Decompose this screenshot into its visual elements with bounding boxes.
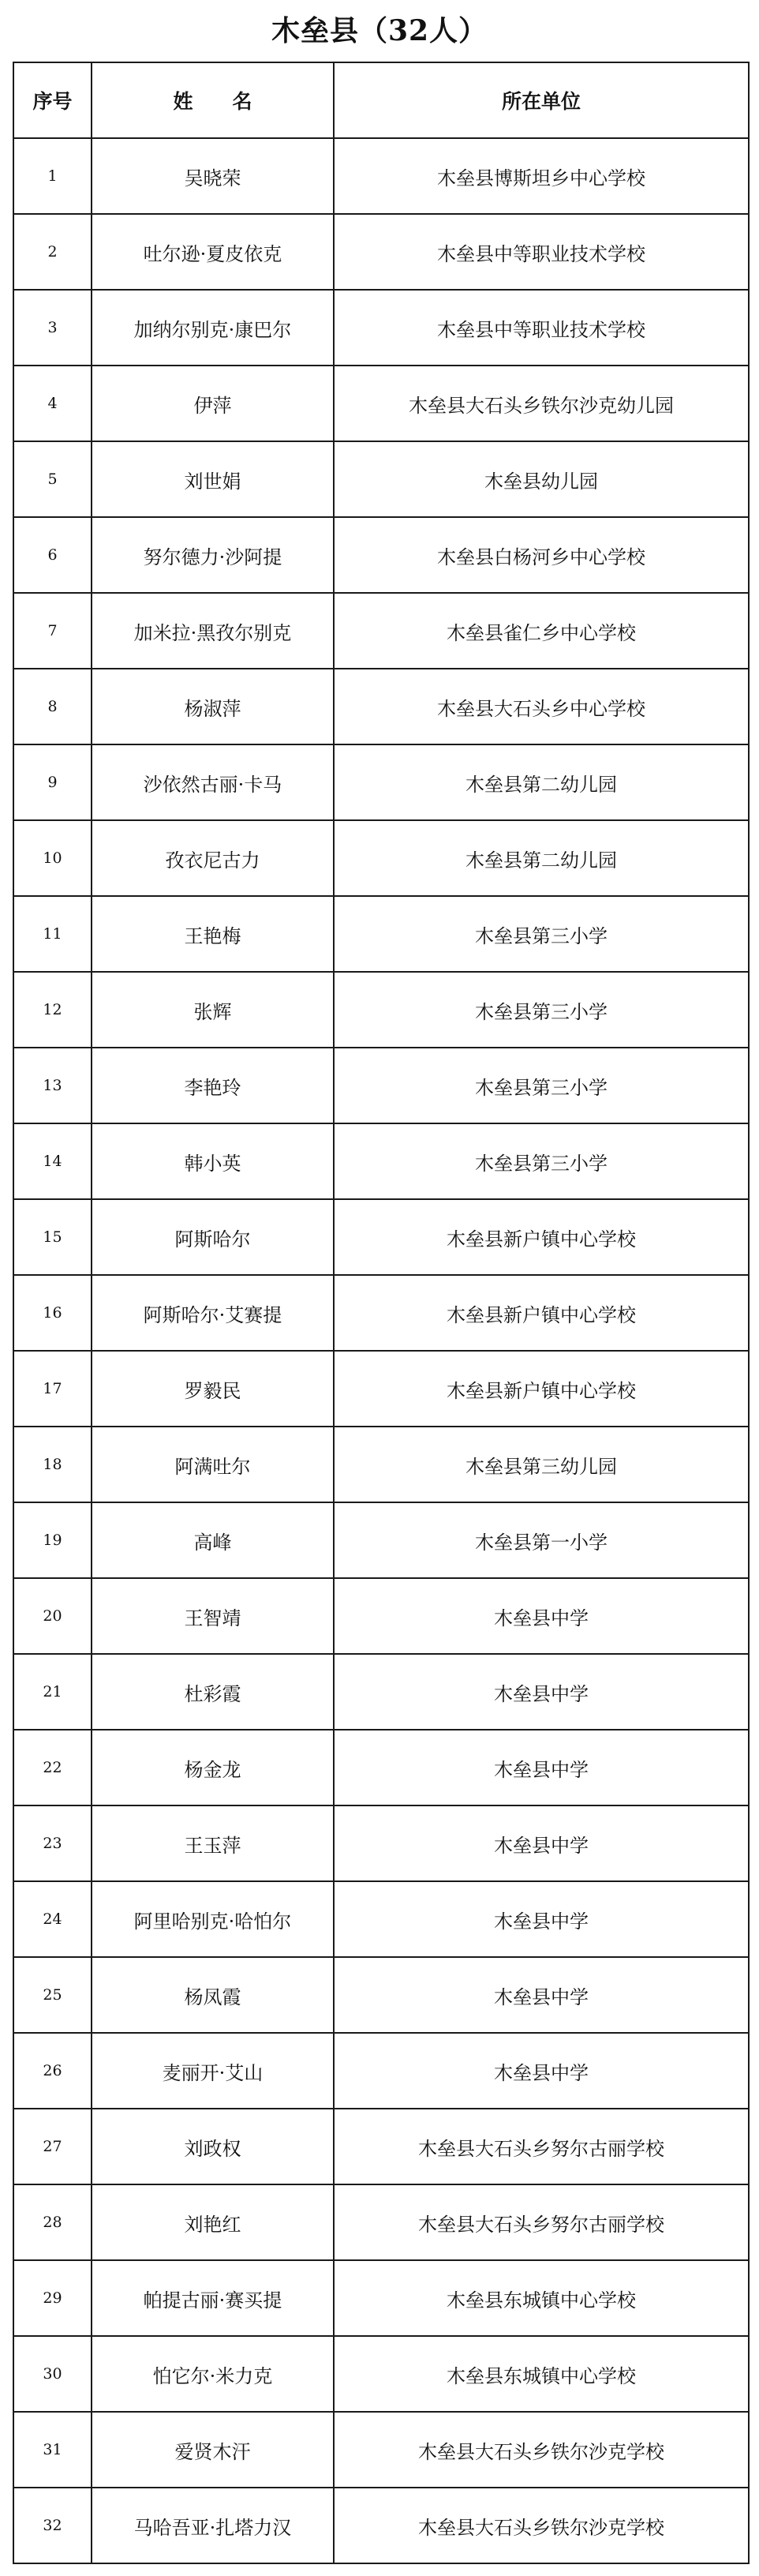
table-row [13,1275,749,1351]
name-cell: 张辉 [92,972,334,1048]
table-row [13,1578,749,1654]
table-row [13,1123,749,1199]
table-row [13,896,749,972]
unit-cell: 木垒县中学 [334,1730,749,1805]
table-row [13,1351,749,1427]
serial-number-cell: 10 [13,820,92,896]
table-row [13,1427,749,1502]
table-row [13,1199,749,1275]
name-cell: 刘世娟 [92,441,334,517]
table-row [13,2109,749,2184]
table-row [13,820,749,896]
name-cell: 孜衣尼古力 [92,820,334,896]
serial-number-cell: 5 [13,441,92,517]
roster-table [13,62,750,2564]
unit-cell: 木垒县大石头乡努尔古丽学校 [334,2184,749,2260]
name-cell: 刘政权 [92,2109,334,2184]
serial-number-cell: 31 [13,2412,92,2488]
serial-number-cell: 2 [13,214,92,290]
name-cell: 杨凤霞 [92,1957,334,2033]
unit-cell: 木垒县大石头乡铁尔沙克学校 [334,2488,749,2563]
serial-number-cell: 6 [13,517,92,593]
table-row [13,669,749,744]
name-cell: 王玉萍 [92,1805,334,1881]
unit-cell: 木垒县第三小学 [334,896,749,972]
serial-number-cell: 16 [13,1275,92,1351]
header-row [13,62,749,138]
serial-number-cell: 28 [13,2184,92,2260]
serial-number-cell: 12 [13,972,92,1048]
serial-number-cell: 18 [13,1427,92,1502]
unit-cell: 木垒县中学 [334,2033,749,2109]
unit-cell: 木垒县第三小学 [334,1048,749,1123]
table-row [13,138,749,214]
name-cell: 沙依然古丽·卡马 [92,744,334,820]
serial-number-cell: 29 [13,2260,92,2336]
unit-cell: 木垒县大石头乡铁尔沙克学校 [334,2412,749,2488]
table-row [13,290,749,366]
unit-cell: 木垒县第二幼儿园 [334,820,749,896]
name-cell: 吴晓荣 [92,138,334,214]
serial-number-cell: 17 [13,1351,92,1427]
table-row [13,593,749,669]
unit-cell: 木垒县大石头乡中心学校 [334,669,749,744]
unit-cell: 木垒县中等职业技术学校 [334,290,749,366]
table-body [13,138,749,2563]
name-cell: 王艳梅 [92,896,334,972]
serial-number-cell: 30 [13,2336,92,2412]
unit-cell: 木垒县博斯坦乡中心学校 [334,138,749,214]
unit-cell: 木垒县中学 [334,1654,749,1730]
name-cell: 加纳尔别克·康巴尔 [92,290,334,366]
serial-number-cell: 24 [13,1881,92,1957]
table-row [13,1957,749,2033]
header-serial-number: 序号 [13,62,92,138]
unit-cell: 木垒县幼儿园 [334,441,749,517]
unit-cell: 木垒县第三幼儿园 [334,1427,749,1502]
table-row [13,2488,749,2563]
serial-number-cell: 4 [13,366,92,441]
unit-cell: 木垒县第三小学 [334,972,749,1048]
table-row [13,214,749,290]
name-cell: 韩小英 [92,1123,334,1199]
name-cell: 爱贤木汗 [92,2412,334,2488]
unit-cell: 木垒县中学 [334,1805,749,1881]
unit-cell: 木垒县东城镇中心学校 [334,2260,749,2336]
unit-cell: 木垒县新户镇中心学校 [334,1351,749,1427]
serial-number-cell: 7 [13,593,92,669]
table-row [13,1502,749,1578]
name-cell: 阿斯哈尔 [92,1199,334,1275]
serial-number-cell: 20 [13,1578,92,1654]
name-cell: 麦丽开·艾山 [92,2033,334,2109]
unit-cell: 木垒县雀仁乡中心学校 [334,593,749,669]
name-cell: 刘艳红 [92,2184,334,2260]
name-cell: 高峰 [92,1502,334,1578]
unit-cell: 木垒县大石头乡铁尔沙克幼儿园 [334,366,749,441]
name-cell: 杨金龙 [92,1730,334,1805]
unit-cell: 木垒县白杨河乡中心学校 [334,517,749,593]
unit-cell: 木垒县新户镇中心学校 [334,1275,749,1351]
header-name: 姓 名 [92,62,334,138]
serial-number-cell: 25 [13,1957,92,2033]
unit-cell: 木垒县第一小学 [334,1502,749,1578]
serial-number-cell: 15 [13,1199,92,1275]
table-row [13,2184,749,2260]
unit-cell: 木垒县第三小学 [334,1123,749,1199]
name-cell: 马哈吾亚·扎塔力汉 [92,2488,334,2563]
serial-number-cell: 11 [13,896,92,972]
serial-number-cell: 1 [13,138,92,214]
name-cell: 伊萍 [92,366,334,441]
serial-number-cell: 22 [13,1730,92,1805]
table-header [13,62,749,138]
table-row [13,517,749,593]
serial-number-cell: 21 [13,1654,92,1730]
name-cell: 阿里哈别克·哈怕尔 [92,1881,334,1957]
serial-number-cell: 9 [13,744,92,820]
unit-cell: 木垒县大石头乡努尔古丽学校 [334,2109,749,2184]
table-row [13,1805,749,1881]
unit-cell: 木垒县东城镇中心学校 [334,2336,749,2412]
name-cell: 王智靖 [92,1578,334,1654]
table-row [13,744,749,820]
table-row [13,972,749,1048]
table-row [13,1654,749,1730]
unit-cell: 木垒县新户镇中心学校 [334,1199,749,1275]
table-row [13,1730,749,1805]
name-cell: 努尔德力·沙阿提 [92,517,334,593]
table-row [13,1048,749,1123]
table-row [13,366,749,441]
serial-number-cell: 8 [13,669,92,744]
serial-number-cell: 23 [13,1805,92,1881]
serial-number-cell: 3 [13,290,92,366]
name-cell: 吐尔逊·夏皮依克 [92,214,334,290]
name-cell: 怕它尔·米力克 [92,2336,334,2412]
name-cell: 帕提古丽·赛买提 [92,2260,334,2336]
serial-number-cell: 27 [13,2109,92,2184]
table-row [13,2336,749,2412]
unit-cell: 木垒县第二幼儿园 [334,744,749,820]
serial-number-cell: 26 [13,2033,92,2109]
serial-number-cell: 32 [13,2488,92,2563]
table-row [13,2412,749,2488]
serial-number-cell: 14 [13,1123,92,1199]
serial-number-cell: 19 [13,1502,92,1578]
table-row [13,2260,749,2336]
name-cell: 杨淑萍 [92,669,334,744]
table-row [13,2033,749,2109]
name-cell: 阿满吐尔 [92,1427,334,1502]
name-cell: 罗毅民 [92,1351,334,1427]
table-row [13,441,749,517]
header-unit: 所在单位 [334,62,749,138]
serial-number-cell: 13 [13,1048,92,1123]
name-cell: 加米拉·黑孜尔别克 [92,593,334,669]
unit-cell: 木垒县中学 [334,1578,749,1654]
name-cell: 李艳玲 [92,1048,334,1123]
table-row [13,1881,749,1957]
name-cell: 阿斯哈尔·艾赛提 [92,1275,334,1351]
unit-cell: 木垒县中学 [334,1881,749,1957]
unit-cell: 木垒县中学 [334,1957,749,2033]
name-cell: 杜彩霞 [92,1654,334,1730]
unit-cell: 木垒县中等职业技术学校 [334,214,749,290]
page-title: 木垒县（32人） [271,14,488,47]
